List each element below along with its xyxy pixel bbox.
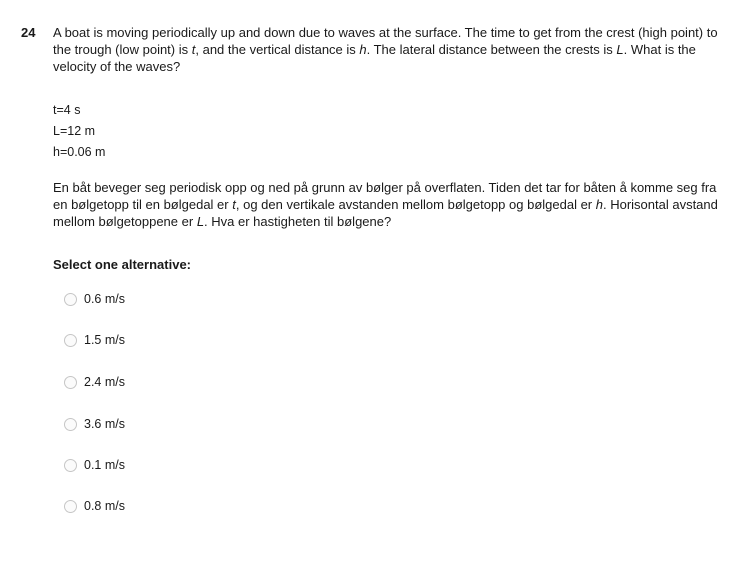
answer-option[interactable] (64, 456, 125, 474)
answer-option[interactable] (64, 290, 125, 308)
question-text-part: . Hva er hastigheten til bølgene? (204, 214, 392, 229)
answer-option-label[interactable]: 0.8 m/s (84, 499, 125, 513)
question-text-part: . The lateral distance between the crests is (366, 42, 617, 57)
radio-button-icon[interactable] (64, 293, 77, 306)
question-text-english (53, 24, 723, 75)
variable-h: h (595, 197, 603, 212)
answer-option-label[interactable]: 3.6 m/s (84, 417, 125, 431)
given-l: L=12 m (53, 124, 96, 138)
given-values (53, 100, 105, 163)
answer-option[interactable] (64, 415, 125, 433)
answer-option[interactable] (64, 373, 125, 391)
question-text-part: . Horisontal avstand mellom bølgetoppene er (53, 197, 718, 229)
radio-button-icon[interactable] (64, 334, 77, 347)
given-t: t=4 s (53, 103, 81, 117)
variable-h: h (359, 42, 367, 57)
select-instruction: Select one alternative: (53, 257, 191, 272)
question-text-part: , and the vertical distance is (195, 42, 360, 57)
question-text-part: A boat is moving periodically up and down due to waves at the surface. The time to get from the crest (high point) to the trough (low point) is (53, 25, 718, 57)
radio-button-icon[interactable] (64, 376, 77, 389)
question-text-part: En båt beveger seg periodisk opp og ned på grunn av bølger på overflaten. Tiden det tar for båten å komme seg fra en bølgetopp til en bølgedal er (53, 180, 717, 212)
answer-option[interactable] (64, 331, 125, 349)
answer-option-label[interactable]: 0.6 m/s (84, 292, 125, 306)
variable-t: t (191, 42, 196, 57)
answer-option[interactable] (64, 497, 125, 515)
variable-t: t (232, 197, 236, 212)
question-text-part: , og den vertikale avstanden mellom bølgetopp og bølgedal er (235, 197, 596, 212)
answer-option-label[interactable]: 2.4 m/s (84, 375, 125, 389)
question-number: 24 (21, 25, 36, 40)
question-text-norwegian (53, 179, 723, 230)
radio-button-icon[interactable] (64, 459, 77, 472)
radio-button-icon[interactable] (64, 500, 77, 513)
variable-l: L (616, 42, 624, 57)
variable-l: L (196, 214, 205, 229)
given-h: h=0.06 m (53, 145, 106, 159)
radio-button-icon[interactable] (64, 418, 77, 431)
answer-option-label[interactable]: 1.5 m/s (84, 333, 125, 347)
question-text-part: . What is the velocity of the waves? (53, 42, 696, 74)
answer-option-label[interactable]: 0.1 m/s (84, 458, 125, 472)
